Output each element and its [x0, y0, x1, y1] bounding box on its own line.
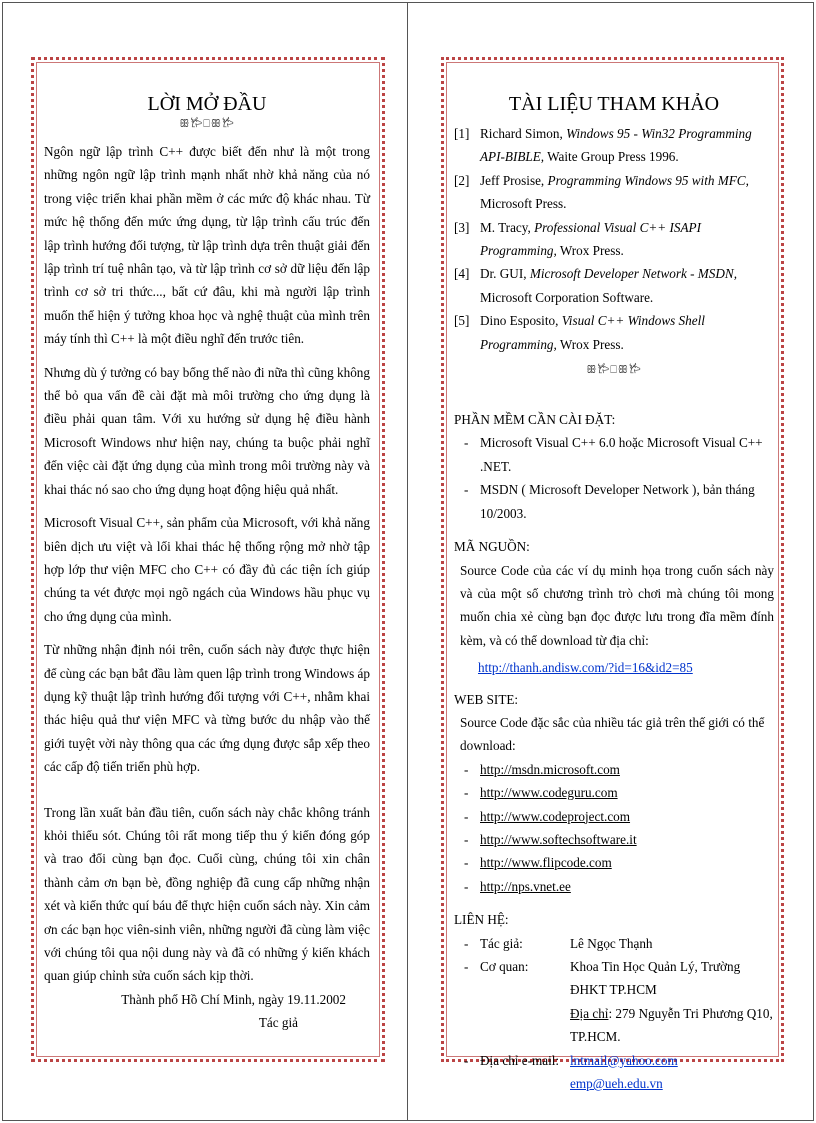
reference-text [480, 122, 774, 169]
website-link[interactable]: http://www.codeproject.com [480, 808, 631, 824]
list-item [460, 1049, 774, 1096]
agency-name: Khoa Tin Học Quản Lý, Trường ĐHKT TP.HCM [570, 959, 741, 998]
email-link[interactable]: emp@ueh.edu.vn [570, 1076, 663, 1092]
contact-list [454, 932, 774, 1096]
reference-item [454, 169, 774, 216]
website-heading: WEB SITE: [454, 691, 519, 707]
website-link[interactable]: http://www.softechsoftware.it [480, 831, 637, 847]
preface-author: Tác giả [258, 1015, 298, 1031]
reference-author: Dr. GUI, [480, 266, 530, 282]
reference-publisher: Wrox Press. [556, 243, 624, 259]
ornament-icon: ꕥ𐂂⎕ꕥ𐂂 [586, 364, 642, 377]
reference-item [454, 122, 774, 169]
software-list [454, 431, 774, 525]
source-url-line [454, 656, 774, 679]
list-item: - Microsoft Visual C++ 6.0 hoặc Microsoft Visual C++ .NET. [460, 431, 774, 478]
reference-text [480, 309, 774, 356]
references-title: TÀI LIỆU THAM KHẢO [508, 93, 720, 115]
contact-email-values [570, 1049, 774, 1096]
reference-item [454, 309, 774, 356]
list-item [460, 805, 774, 828]
source-url-link[interactable]: http://thanh.andisw.com/?id=16&id2=85 [478, 660, 693, 676]
source-heading: MÃ NGUỒN: [454, 539, 530, 555]
reference-text [480, 169, 774, 216]
reference-publisher: Waite Group Press 1996. [544, 149, 679, 165]
reference-book-title: Visual C++ Windows Shell Programming, [480, 313, 705, 352]
list-item [460, 875, 774, 898]
website-list [454, 758, 774, 898]
preface-title: LỜI MỞ ĐẦU [147, 93, 267, 115]
email-link[interactable]: lntmail@yahoo.com [570, 1052, 678, 1068]
reference-number: [3] [454, 219, 470, 235]
reference-book-title: Windows 95 - Win32 Programming API-BIBLE, [480, 126, 752, 165]
preface-content [44, 92, 370, 1035]
reference-author: Dino Esposito, [480, 313, 562, 329]
contact-heading: LIÊN HỆ: [454, 912, 509, 928]
website-link[interactable]: http://www.flipcode.com [480, 855, 612, 871]
list-item [460, 758, 774, 781]
preface-paragraph: Ngôn ngữ lập trình C++ được biết đến như là một trong những ngôn ngữ lập trình mạnh nhất nhờ khả năng của nó trong việc triển khai phần mềm ở các mức độ khác nhau. Từ mức hệ thống đến mức ứng dụng, từ lập trình cấu trúc đến lập trình hướng đối tượng, từ lập trình dựa trên thuật giải đến lập trình trí tuệ nhân tạo, và từ lập trình cơ sở dữ liệu đến lập trình cơ sở tri thức..., bất cứ đâu, khi mà người lập trình muốn thể hiện ý tưởng khoa học và nghệ thuật của mình trên máy tính thì C++ là một điều nghĩ đến trước tiên. [44, 144, 370, 347]
contact-agency-value [570, 955, 774, 1049]
contact-email-label: - Địa chỉ e-mail: [480, 1052, 560, 1068]
address-label: Địa chỉ [570, 1005, 609, 1021]
list-item [460, 781, 774, 804]
list-item [460, 932, 774, 955]
reference-author: Jeff Prosise, [480, 172, 548, 188]
reference-text [480, 216, 774, 263]
page-divider [407, 2, 408, 1121]
list-item: - MSDN ( Microsoft Developer Network ), bản tháng 10/2003. [460, 478, 774, 525]
reference-item [454, 262, 774, 309]
reference-number: [5] [454, 313, 470, 329]
reference-author: M. Tracy, [480, 219, 535, 235]
reference-number: [2] [454, 172, 470, 188]
reference-text [480, 262, 774, 309]
reference-number: [1] [454, 126, 470, 141]
website-link[interactable]: http://nps.vnet.ee [480, 878, 571, 894]
preface-paragraph: Từ những nhận định nói trên, cuốn sách này được thực hiện để cùng các bạn bắt đầu làm quen lập trình trong Windows áp dụng kỹ thuật lập trình hướng đối tượng với C++, nhằm khai thác hiệu quả thư viện MFC và từng bước du nhập vào thế giới tuyệt vời này thông qua các ứng dụng được sắp xếp theo các cấp độ tiến triển phù hợp. [44, 642, 370, 775]
preface-signature: Thành phố Hồ Chí Minh, ngày 19.11.2002 [121, 991, 346, 1007]
reference-publisher: Microsoft Press. [480, 196, 567, 212]
reference-publisher: Microsoft Corporation Software. [480, 289, 654, 305]
reference-book-title: Programming Windows 95 with MFC, [547, 172, 749, 188]
website-text: Source Code đặc sắc của nhiều tác giả trên thế giới có thể download: [460, 714, 765, 754]
contact-author-value: Lê Ngọc Thạnh [570, 935, 653, 951]
references-content [454, 92, 774, 1095]
preface-paragraph: Nhưng dù ý tưởng có bay bổng thế nào đi nữa thì cũng không thể bỏ qua vấn đề cài đặt mà môi trường cho ứng dụng là điều phải quan tâm. Với xu hướng sử dụng hệ điều hành Microsoft Windows như hiện nay, chúng ta buộc phải nghĩ đến việc cài đặt ứng dụng của mình trong môi trường này và khai thác nó sao cho ứng dụng hoạt động hiệu quả nhất. [44, 364, 370, 497]
reference-number: [4] [454, 266, 470, 282]
reference-publisher: Wrox Press. [556, 336, 624, 352]
preface-paragraph: Microsoft Visual C++, sản phẩm của Microsoft, với khả năng biên dịch ưu việt và lối khai thác hệ thống rộng mở nhờ tập hợp lớp thư viện MFC cho C++ có đầy đủ các tiện ích giúp chúng ta vét được mọi ngõ ngách của Windows hầu phục vụ cho ứng dụng của mình. [44, 515, 370, 624]
source-text: Source Code của các ví dụ minh họa trong cuốn sách này và của một số chương trình trò chơi mà chúng tôi mong muốn chia xẻ cùng bạn đọc được lưu trong đĩa mềm đính kèm, và có thể download từ địa chỉ: [460, 562, 774, 648]
software-heading: PHẦN MỀM CẦN CÀI ĐẶT: [454, 412, 616, 428]
reference-book-title: Microsoft Developer Network - MSDN, [529, 266, 738, 282]
ornament-icon: ꕥ𐂂⎕ꕥ𐂂 [179, 118, 235, 130]
list-item [460, 828, 774, 851]
address-value: : 279 Nguyễn Tri Phương Q10, TP.HCM. [570, 1005, 773, 1045]
website-link[interactable]: http://www.codeguru.com [480, 785, 618, 801]
reference-item [454, 216, 774, 263]
preface-paragraph: Trong lần xuất bản đầu tiên, cuốn sách này chắc không tránh khỏi thiếu sót. Chúng tôi rất mong tiếp thu ý kiến đóng góp và trao đổi cùng bạn đọc. Cuối cùng, chúng tôi xin chân thành cảm ơn bạn bè, đồng nghiệp đã cung cấp những nhận xét và kiến thức quí báu để thực hiện cuốn sách này. Xin cảm ơn các bạn học viên-sinh viên, những người đã cùng làm việc với chúng tôi qua nội dung này và đã có những ý kiến khách quan giúp chỉnh sửa cuốn sách kịp thời. [44, 804, 370, 984]
references-panel [441, 57, 784, 1092]
contact-author-label: - Tác giả: [480, 935, 523, 951]
reference-author: Richard Simon, [480, 126, 567, 141]
reference-book-title: Professional Visual C++ ISAPI Programming, [480, 219, 701, 259]
contact-agency-label: - Cơ quan: [480, 959, 529, 974]
preface-panel [31, 57, 385, 1062]
list-item [460, 955, 774, 1049]
website-link[interactable]: http://msdn.microsoft.com [480, 761, 620, 777]
list-item [460, 851, 774, 874]
